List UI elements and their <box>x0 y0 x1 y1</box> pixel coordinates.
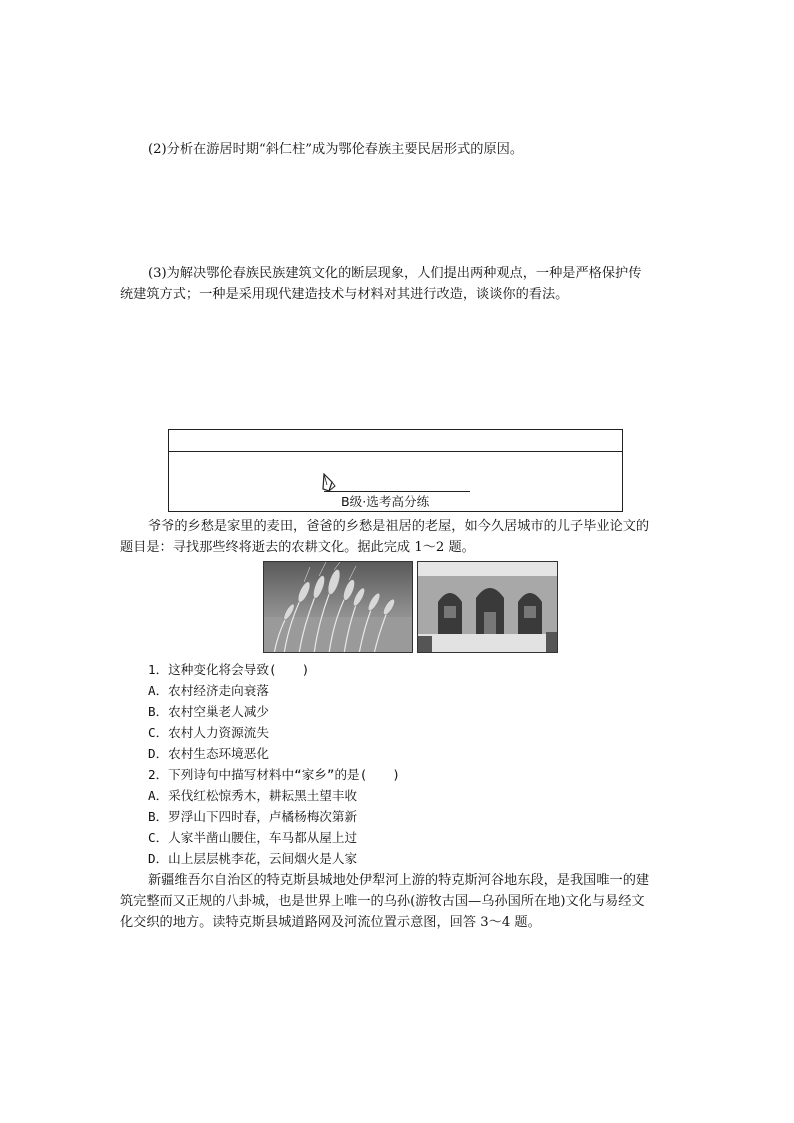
intro-line-2: 题目是：寻找那些终将逝去的农耕文化。据此完成 1～2 题。 <box>120 540 475 555</box>
question-3-line-2: 统建筑方式；一种是采用现代建造技术与材料对其进行改造，谈谈你的看法。 <box>120 287 569 302</box>
q1-option-b: B．农村空巢老人减少 <box>148 704 269 719</box>
old-cave-house-photo <box>417 561 558 653</box>
section-divider <box>169 451 622 452</box>
wheat-field-photo <box>263 561 413 653</box>
passage-line-3: 化交织的地方。读特克斯县城道路网及河流位置示意图，回答 3～4 题。 <box>120 915 541 930</box>
q1-stem: 1．这种变化将会导致( ) <box>148 662 310 677</box>
q2-stem: 2．下列诗句中描写材料中“家乡”的是( ) <box>148 767 401 782</box>
q1-option-d: D．农村生态环境恶化 <box>148 746 269 761</box>
q2-option-d: D．山上层层桃李花，云间烟火是人家 <box>148 851 358 866</box>
question-3-line-1: (3)为解决鄂伦春族民族建筑文化的断层现象，人们提出两种观点，一种是严格保护传 <box>148 266 642 281</box>
question-2-text: (2)分析在游居时期“斜仁柱”成为鄂伦春族主要民居形式的原因。 <box>148 142 524 157</box>
passage-line-2: 筑完整而又正规的八卦城，也是世界上唯一的乌孙(游牧古国—乌孙国所在地)文化与易经文 <box>120 894 645 909</box>
q2-option-a: A．采伐红松惊秀木，耕耘黑土望丰收 <box>148 788 358 803</box>
pen-icon <box>321 473 337 493</box>
q2-option-c: C．人家半凿山腰住，车马都从屋上过 <box>148 830 358 845</box>
section-title: B级·选考高分练 <box>341 494 430 509</box>
q1-option-c: C．农村人力资源流失 <box>148 725 269 740</box>
intro-line-1: 爷爷的乡愁是家里的麦田，爸爸的乡愁是祖居的老屋，如今久居城市的儿子毕业论文的 <box>148 519 650 534</box>
q1-option-a: A．农村经济走向衰落 <box>148 683 269 698</box>
q2-option-b: B．罗浮山下四时春，卢橘杨梅次第新 <box>148 809 358 824</box>
section-title-underline <box>324 491 470 492</box>
section-header-box <box>168 429 623 512</box>
passage-line-1: 新疆维吾尔自治区的特克斯县城地处伊犁河上游的特克斯河谷地东段，是我国唯一的建 <box>148 873 650 888</box>
